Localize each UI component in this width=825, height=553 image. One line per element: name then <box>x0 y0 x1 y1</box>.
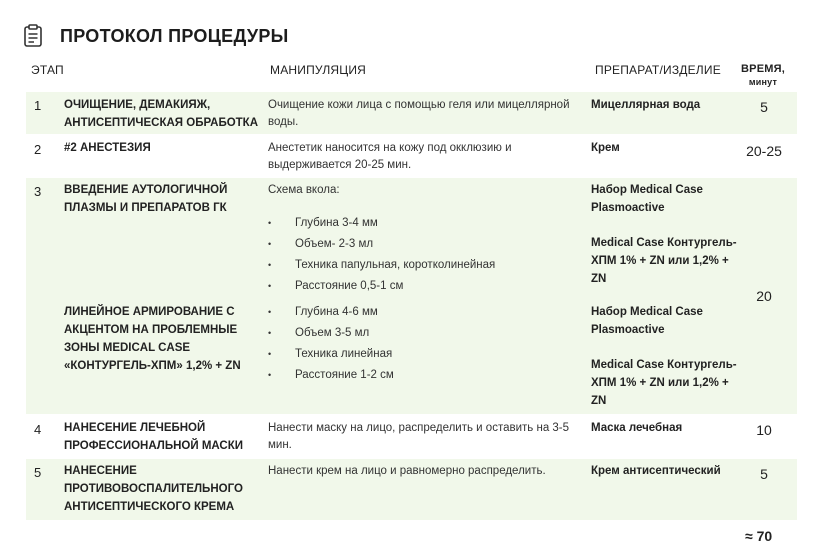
manipulation-text: Нанести маску на лицо, распределить и оставить на 3-5 мин. <box>268 422 570 451</box>
drug-name: Крем <box>591 142 620 154</box>
injection-scheme-list <box>268 213 586 297</box>
column-header-stage: ЭТАП <box>31 63 64 77</box>
list-item: • Техника линейная <box>268 344 586 365</box>
stage-name: ВВЕДЕНИЕ АУТОЛОГИЧНОЙ ПЛАЗМЫ И ПРЕПАРАТОВ ГК <box>64 184 228 214</box>
list-item: • Глубина 4-6 мм <box>268 302 586 323</box>
row-number: 1 <box>34 98 42 113</box>
time-value: 10 <box>756 422 772 438</box>
table-row <box>26 415 797 458</box>
table-row <box>26 459 797 520</box>
row-number: 3 <box>34 184 42 199</box>
time-value: 20 <box>756 288 772 304</box>
time-header-unit: минут <box>748 77 778 87</box>
drug-name: Набор Medical Case Plasmoactive <box>591 184 703 214</box>
stage-name: #2 АНЕСТЕЗИЯ <box>64 142 151 154</box>
drug-name: Крем антисептический <box>591 465 721 477</box>
list-item: • Глубина 3-4 мм <box>268 213 586 234</box>
stage-name: НАНЕСЕНИЕ ЛЕЧЕБНОЙ ПРОФЕССИОНАЛЬНОЙ МАСКИ <box>64 422 244 452</box>
row-number: 5 <box>34 465 42 480</box>
stage-name-secondary: ЛИНЕЙНОЕ АРМИРОВАНИЕ С АКЦЕНТОМ НА ПРОБЛЕМНЫЕ ЗОНЫ MEDICAL CASE «КОНТУРГЕЛЬ-ХПМ» 1,2% + ZN <box>64 306 241 372</box>
time-value: 5 <box>760 99 768 115</box>
column-header-time <box>735 63 791 89</box>
manipulation-text: Очищение кожи лица с помощью геля или мицеллярной воды. <box>268 99 570 128</box>
time-header-label: ВРЕМЯ, <box>741 63 785 75</box>
stage-name: ОЧИЩЕНИЕ, ДЕМАКИЯЖ, АНТИСЕПТИЧЕСКАЯ ОБРАБОТКА <box>64 99 259 129</box>
stage-name: НАНЕСЕНИЕ ПРОТИВОВОСПАЛИТЕЛЬНОГО АНТИСЕПТИЧЕСКОГО КРЕМА <box>64 465 243 513</box>
drug-name: Medical Case Контургель-ХПМ 1% + ZN или 1,2% + ZN <box>591 237 737 285</box>
list-item: • Объем 3-5 мл <box>268 323 586 344</box>
manipulation-intro: Схема вкола: <box>268 184 340 196</box>
drug-name: Набор Medical Case Plasmoactive <box>591 306 703 336</box>
time-value: 20-25 <box>746 143 782 159</box>
total-time: ≈ 70 <box>745 528 773 544</box>
list-item: • Техника папульная, коротколинейная <box>268 255 586 276</box>
drug-name: Маска лечебная <box>591 422 683 434</box>
page-title: ПРОТОКОЛ ПРОЦЕДУРЫ <box>60 26 289 46</box>
reinforcement-scheme-list <box>268 302 586 386</box>
clipboard-icon <box>23 24 45 48</box>
time-value: 5 <box>760 466 768 482</box>
list-item: • Расстояние 1-2 см <box>268 365 586 386</box>
row-number: 4 <box>34 422 42 437</box>
manipulation-text: Нанести крем на лицо и равномерно распределить. <box>268 465 546 477</box>
column-header-drug: ПРЕПАРАТ/ИЗДЕЛИЕ <box>595 63 721 77</box>
list-item: • Расстояние 0,5-1 см <box>268 276 586 297</box>
list-item: • Объем- 2-3 мл <box>268 234 586 255</box>
drug-name: Мицеллярная вода <box>591 99 701 111</box>
table-row <box>26 135 797 177</box>
table-row <box>26 178 797 414</box>
column-header-manipulation: МАНИПУЛЯЦИЯ <box>270 63 367 77</box>
manipulation-text: Анестетик наносится на кожу под окклюзию и выдерживается 20-25 мин. <box>268 142 512 171</box>
drug-name: Medical Case Контургель-ХПМ 1% + ZN или 1,2% + ZN <box>591 359 737 407</box>
table-row <box>26 92 797 134</box>
row-number: 2 <box>34 142 42 157</box>
